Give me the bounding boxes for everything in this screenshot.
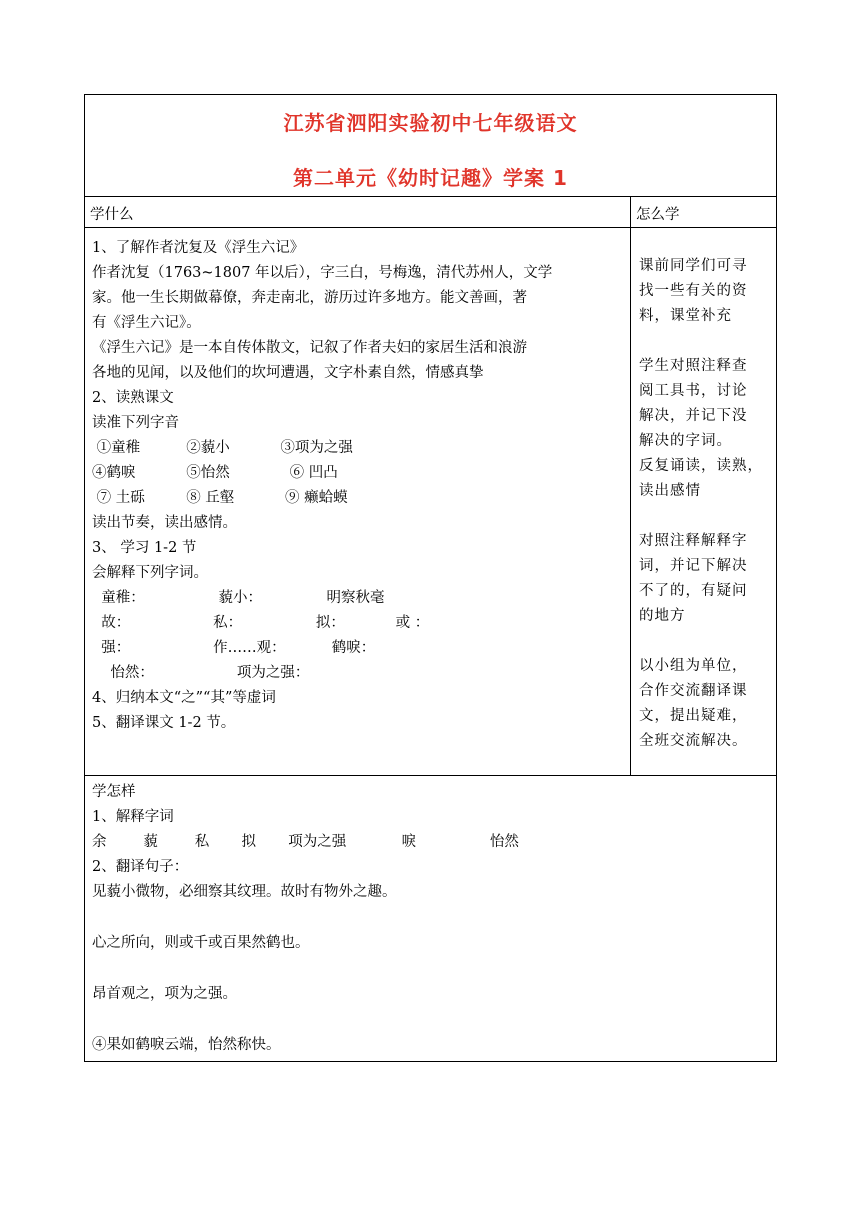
- practice-line: 1、解释字词: [92, 809, 174, 825]
- content-line: ①童稚 ②藐小 ③项为之强: [92, 440, 353, 456]
- title-cell: [85, 95, 777, 197]
- document-title: 江苏省泗阳实验初中七年级语文: [283, 111, 578, 135]
- content-line: 有《浮生六记》。: [92, 315, 201, 331]
- content-line: 2、读熟课文: [92, 390, 174, 406]
- header-right-label: 怎么学: [636, 207, 680, 223]
- content-line: 1、了解作者沈复及《浮生六记》: [92, 240, 305, 256]
- content-line: 家。他一生长期做幕僚，奔走南北，游历过许多地方。能文善画，著: [92, 290, 527, 306]
- method-line: 读出感情: [639, 483, 701, 499]
- method-line: 对照注释解释字: [639, 533, 748, 549]
- method-line: 课前同学们可寻: [639, 258, 748, 274]
- content-line: 读准下列字音: [92, 415, 179, 431]
- content-line: ⑦ 土砾 ⑧ 丘壑 ⑨ 癞蛤蟆: [92, 490, 348, 506]
- spacer: [639, 629, 772, 654]
- content-line: 4、归纳本文“之”“其”等虚词: [92, 690, 276, 706]
- content-line: 童稚： 藐小： 明察秋毫: [92, 590, 385, 606]
- method-line: 合作交流翻译课: [639, 683, 748, 699]
- content-line: 3、 学习 1-2 节: [92, 540, 197, 556]
- practice-line: ④果如鹤唳云端，怡然称快。: [92, 1037, 281, 1053]
- practice-line: 见藐小微物，必细察其纹理。故时有物外之趣。: [92, 884, 397, 900]
- method-line: 不了的，有疑问: [639, 583, 748, 599]
- document-subtitle: 第二单元《幼时记趣》学案 1: [293, 166, 568, 190]
- content-line: 《浮生六记》是一本自传体散文，记叙了作者夫妇的家居生活和浪游: [92, 340, 527, 356]
- method-line: 解决的字词。: [639, 433, 732, 449]
- practice-line: 2、翻译句子：: [92, 859, 189, 875]
- content-line: 读出节奏，读出感情。: [92, 515, 237, 531]
- content-line: 怡然： 项为之强：: [92, 665, 310, 681]
- practice-section: [85, 776, 777, 1062]
- method-line: 以小组为单位，: [639, 658, 748, 674]
- spacer: [639, 504, 772, 529]
- method-line: 反复诵读，读熟，: [639, 458, 763, 474]
- method-line: 阅工具书，讨论: [639, 383, 748, 399]
- header-left-label: 学什么: [90, 207, 134, 223]
- learning-content-cell: [85, 228, 631, 776]
- method-line: 学生对照注释查: [639, 358, 748, 374]
- method-line: 的地方: [639, 608, 686, 624]
- learning-method-cell: [631, 228, 777, 776]
- content-line: 会解释下列字词。: [92, 565, 208, 581]
- practice-line: 昂首观之，项为之强。: [92, 986, 237, 1002]
- content-line: 各地的见闻，以及他们的坎坷遭遇，文字朴素自然，情感真挚: [92, 365, 484, 381]
- method-line: 全班交流解决。: [639, 733, 748, 749]
- method-line: 料，课堂补充: [639, 308, 732, 324]
- worksheet-table: [84, 94, 777, 1062]
- method-line: 词，并记下解决: [639, 558, 748, 574]
- header-how-to-learn: [631, 197, 777, 228]
- spacer: [639, 329, 772, 354]
- method-line: 解决，并记下没: [639, 408, 748, 424]
- content-line: 故： 私： 拟： 或 ：: [92, 615, 430, 631]
- practice-line: 余 藐 私 拟 项为之强 唳 怡然: [92, 834, 519, 850]
- content-line: 强： 作……观： 鹤唳：: [92, 640, 376, 656]
- content-line: ④鹤唳 ⑤怡然 ⑥ 凹凸: [92, 465, 338, 481]
- practice-line: 心之所向，则或千或百果然鹤也。: [92, 935, 310, 951]
- header-what-to-learn: [85, 197, 631, 228]
- method-line: 文，提出疑难，: [639, 708, 748, 724]
- content-line: 作者沈复（1763~1807 年以后），字三白，号梅逸，清代苏州人，文学: [92, 265, 553, 281]
- content-line: 5、翻译课文 1-2 节。: [92, 715, 236, 731]
- practice-heading: 学怎样: [92, 784, 136, 800]
- method-line: 找一些有关的资: [639, 283, 748, 299]
